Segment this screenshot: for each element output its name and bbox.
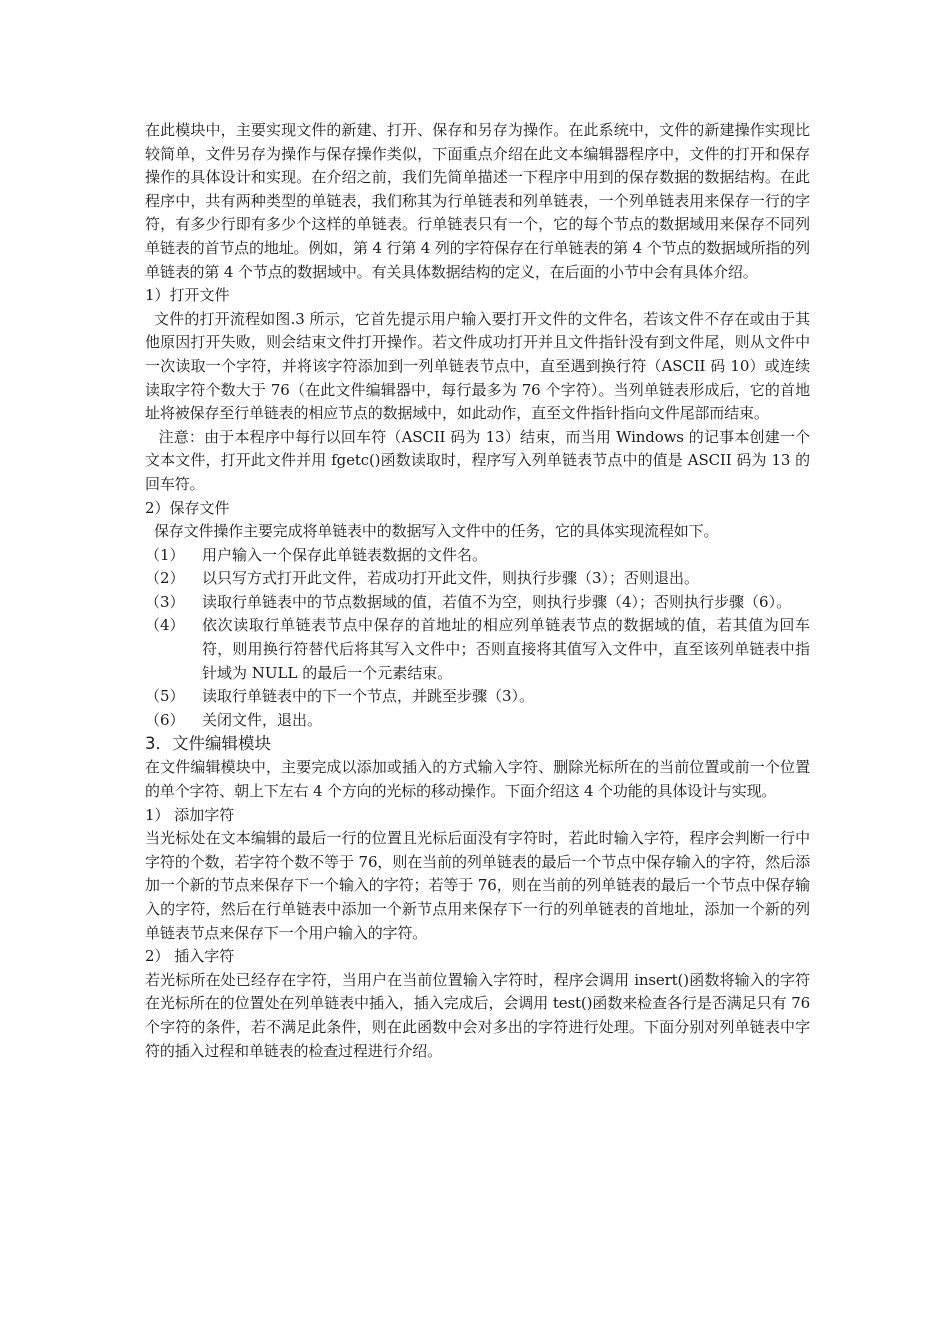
note-paragraph: 注意：由于本程序中每行以回车符（ASCII 码为 13）结束，而当用 Windows 的记事本创建一个文本文件，打开此文件并用 fgetc()函数读取时，程序写入列单链表节点中的值是 ASCII 码为 13 的回车符。	[145, 427, 810, 493]
list-item	[145, 614, 810, 685]
step-text: 关闭文件，退出。	[202, 710, 323, 729]
open-file-paragraph: 文件的打开流程如图.3 所示，它首先提示用户输入要打开文件的文件名，若该文件不存在或由于其他原因打开失败，则会结束文件打开操作。若文件成功打开并且文件指针没有到文件尾，则从文件中一次读取一个字符，并将该字符添加到一列单链表节点中，直至遇到换行符（ASCII 码 10）或连续读取字符个数大于 76（在此文件编辑器中，每行最多为 76 个字符）。当列单链表形成后，它的首地址将被保存至行单链表的相应节点的数据域中，如此动作，直至文件指针指向文件尾部而结束。	[145, 309, 810, 423]
list-item	[145, 685, 810, 709]
save-file-paragraph: 保存文件操作主要完成将单链表中的数据写入文件中的任务，它的具体实现流程如下。	[154, 522, 719, 541]
step-text: 以只写方式打开此文件，若成功打开此文件，则执行步骤（3）；否则退出。	[202, 569, 700, 588]
save-file-heading: 2）保存文件	[145, 498, 230, 517]
step-number: （3）	[145, 592, 185, 611]
add-char-heading: 1） 添加字符	[145, 805, 235, 824]
list-item	[145, 709, 810, 733]
step-text: 用户输入一个保存此单链表数据的文件名。	[202, 545, 488, 564]
open-file-heading: 1）打开文件	[145, 286, 230, 305]
step-text: 读取行单链表中的节点数据域的值，若值不为空，则执行步骤（4）；否则执行步骤（6）。	[202, 592, 792, 611]
insert-char-heading: 2） 插入字符	[145, 947, 235, 966]
list-item	[145, 544, 810, 568]
step-number: （6）	[145, 710, 185, 729]
step-number: （5）	[145, 687, 185, 706]
section3-heading: 3．文件编辑模块	[145, 734, 271, 754]
step-text: 读取行单链表中的下一个节点，并跳至步骤（3）。	[202, 687, 535, 706]
step-number: （1）	[145, 545, 185, 564]
insert-char-paragraph: 若光标所在处已经存在字符，当用户在当前位置输入字符时，程序会调用 insert()函数将输入的字符在光标所在的位置处在列单链表中插入，插入完成后，会调用 test()函数来检查各行是否满足只有 76 个字符的条件，若不满足此条件，则在此函数中会对多出的字符进行处理。下面分别对列单链表中字符的插入过程和单链表的检查过程进行介绍。	[145, 970, 810, 1060]
list-item	[145, 591, 810, 615]
add-char-paragraph: 当光标处在文本编辑的最后一行的位置且光标后面没有字符时，若此时输入字符，程序会判断一行中字符的个数，若字符个数不等于 76，则在当前的列单链表的最后一个节点中保存输入的字符，然后添加一个新的节点来保存下一个输入的字符；若等于 76，则在当前的列单链表的最后一个节点中保存输入的字符，然后在行单链表中添加一个新节点用来保存下一行的列单链表的首地址，添加一个新的列单链表节点来保存下一个用户输入的字符。	[145, 829, 810, 942]
step-text: 依次读取行单链表节点中保存的首地址的相应列单链表节点的数据域的值，若其值为回车符，则用换行符替代后将其写入文件中；否则直接将其值写入文件中，直至该列单链表中指针域为 NULL 的最后一个元素结束。	[202, 616, 810, 682]
section2-intro-paragraph: 在此模块中，主要实现文件的新建、打开、保存和另存为操作。在此系统中，文件的新建操作实现比较简单，文件另存为操作与保存操作类似，下面重点介绍在此文本编辑器程序中，文件的打开和保存操作的具体设计和实现。在介绍之前，我们先简单描述一下程序中用到的保存数据的数据结构。在此程序中，共有两种类型的单链表，我们称其为行单链表和列单链表，一个列单链表用来保存一行的字符，有多少行即有多少个这样的单链表。行单链表只有一个，它的每个节点的数据域用来保存不同列单链表的首节点的地址。例如，第 4 行第 4 列的字符保存在行单链表的第 4 个节点的数据域所指的列单链表的第 4 个节点的数据域中。有关具体数据结构的定义，在后面的小节中会有具体介绍。	[145, 121, 810, 281]
section3-intro-paragraph: 在文件编辑模块中，主要完成以添加或插入的方式输入字符、删除光标所在的当前位置或前一个位置的单个字符、朝上下左右 4 个方向的光标的移动操作。下面介绍这 4 个功能的具体设计与实现。	[145, 758, 810, 801]
step-number: （2）	[145, 569, 185, 588]
step-number: （4）	[145, 616, 185, 635]
document-page	[145, 119, 810, 1063]
save-steps-list	[145, 544, 810, 733]
list-item	[145, 567, 810, 591]
